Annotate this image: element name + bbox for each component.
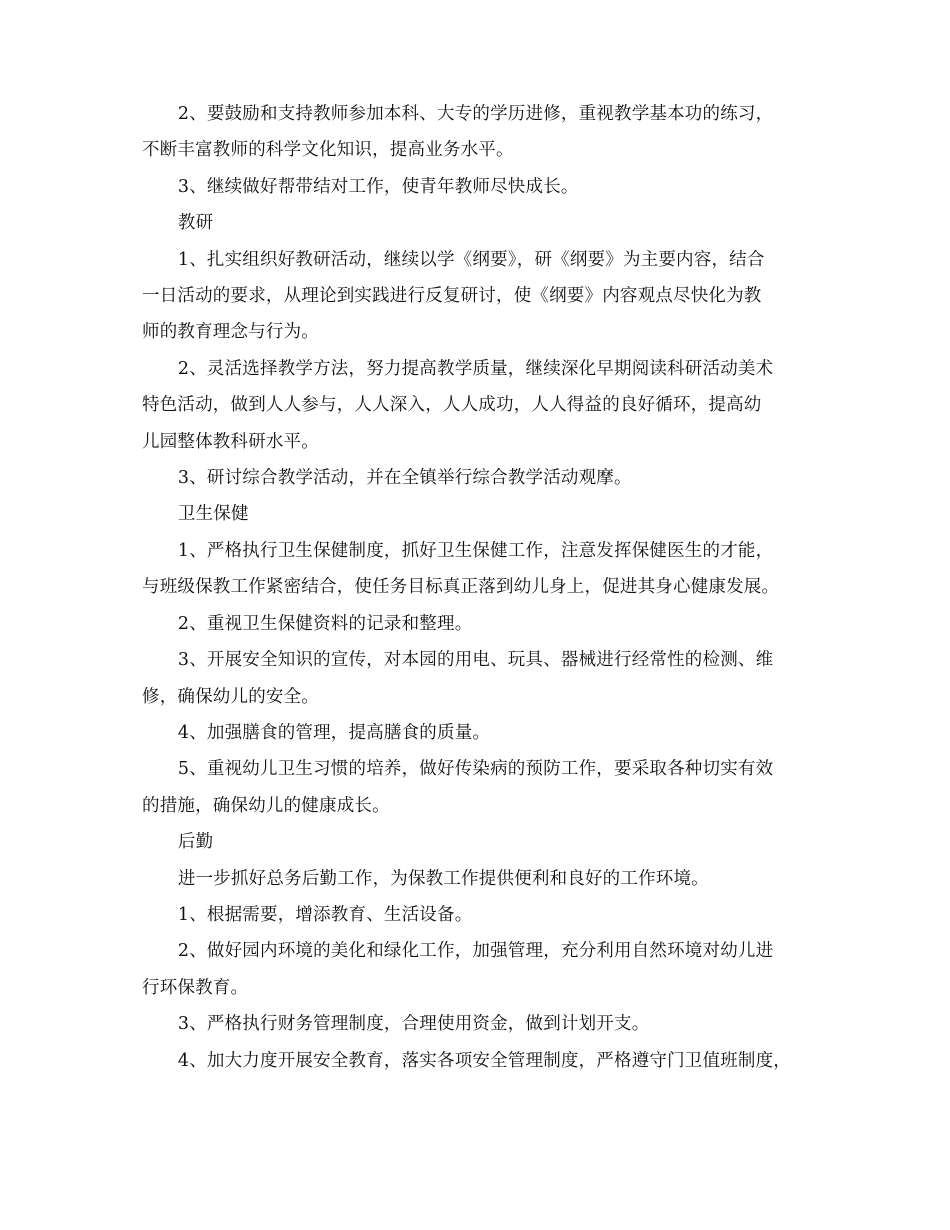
paragraph bbox=[142, 96, 812, 169]
paragraph-line: 的措施，确保幼儿的健康成长。 bbox=[142, 795, 390, 816]
section-heading-weisheng-baojian bbox=[142, 496, 812, 532]
section-heading-houqin bbox=[142, 824, 812, 860]
paragraph-line: 儿园整体教科研水平。 bbox=[142, 431, 319, 452]
paragraph-line: 行环保教育。 bbox=[142, 977, 249, 998]
paragraph bbox=[142, 751, 812, 824]
paragraph bbox=[142, 1043, 812, 1079]
paragraph bbox=[142, 606, 812, 642]
section-heading-jiaoyan bbox=[142, 205, 812, 241]
paragraph-line: 3、严格执行财务管理制度，合理使用资金，做到计划开支。 bbox=[177, 1014, 650, 1035]
paragraph-line: 3、研讨综合教学活动，并在全镇举行综合教学活动观摩。 bbox=[177, 468, 632, 489]
paragraph bbox=[142, 933, 812, 1006]
paragraph-line: 5、重视幼儿卫生习惯的培养，做好传染病的预防工作，要采取各种切实有效 bbox=[177, 759, 774, 780]
paragraph-line: 1、严格执行卫生保健制度，抓好卫生保健工作，注意发挥保健医生的才能， bbox=[177, 540, 774, 561]
paragraph-line: 3、继续做好帮带结对工作，使青年教师尽快成长。 bbox=[177, 176, 579, 197]
paragraph-line: 2、重视卫生保健资料的记录和整理。 bbox=[177, 613, 473, 634]
paragraph-line: 1、扎实组织好教研活动，继续以学《纲要》，研《纲要》为主要内容，结合 bbox=[177, 249, 765, 270]
document-body bbox=[142, 96, 812, 1079]
paragraph bbox=[142, 169, 812, 205]
paragraph-line: 3、开展安全知识的宣传，对本园的用电、玩具、器械进行经常性的检测、维 bbox=[177, 650, 774, 671]
paragraph bbox=[142, 642, 812, 715]
paragraph-line: 2、做好园内环境的美化和绿化工作，加强管理，充分利用自然环境对幼儿进 bbox=[177, 941, 774, 962]
paragraph-line: 4、加大力度开展安全教育，落实各项安全管理制度，严格遵守门卫值班制度， bbox=[177, 1050, 792, 1071]
paragraph bbox=[142, 861, 812, 897]
paragraph-line: 一日活动的要求，从理论到实践进行反复研讨，使《纲要》内容观点尽快化为教 bbox=[142, 286, 762, 307]
paragraph-line: 1、根据需要，增添教育、生活设备。 bbox=[177, 904, 473, 925]
paragraph-line: 与班级保教工作紧密结合，使任务目标真正落到幼儿身上，促进其身心健康发展。 bbox=[142, 577, 780, 598]
paragraph-line: 师的教育理念与行为。 bbox=[142, 322, 319, 343]
paragraph-line: 进一步抓好总务后勤工作，为保教工作提供便利和良好的工作环境。 bbox=[177, 868, 709, 889]
paragraph-line: 不断丰富教师的科学文化知识，提高业务水平。 bbox=[142, 140, 514, 161]
paragraph bbox=[142, 715, 812, 751]
paragraph-line: 2、灵活选择教学方法，努力提高教学质量，继续深化早期阅读科研活动美术 bbox=[177, 358, 774, 379]
paragraph bbox=[142, 242, 812, 351]
paragraph bbox=[142, 897, 812, 933]
section-heading-text: 卫生保健 bbox=[177, 504, 249, 525]
paragraph bbox=[142, 351, 812, 460]
paragraph-line: 特色活动，做到人人参与，人人深入，人人成功，人人得益的良好循环，提高幼 bbox=[142, 395, 762, 416]
paragraph-line: 2、要鼓励和支持教师参加本科、大专的学历进修，重视教学基本功的练习， bbox=[177, 104, 774, 124]
paragraph bbox=[142, 1006, 812, 1042]
paragraph-line: 修，确保幼儿的安全。 bbox=[142, 686, 319, 707]
paragraph bbox=[142, 533, 812, 606]
section-heading-text: 教研 bbox=[177, 213, 214, 234]
paragraph bbox=[142, 460, 812, 496]
paragraph-line: 4、加强膳食的管理，提高膳食的质量。 bbox=[177, 722, 491, 743]
section-heading-text: 后勤 bbox=[177, 832, 214, 853]
